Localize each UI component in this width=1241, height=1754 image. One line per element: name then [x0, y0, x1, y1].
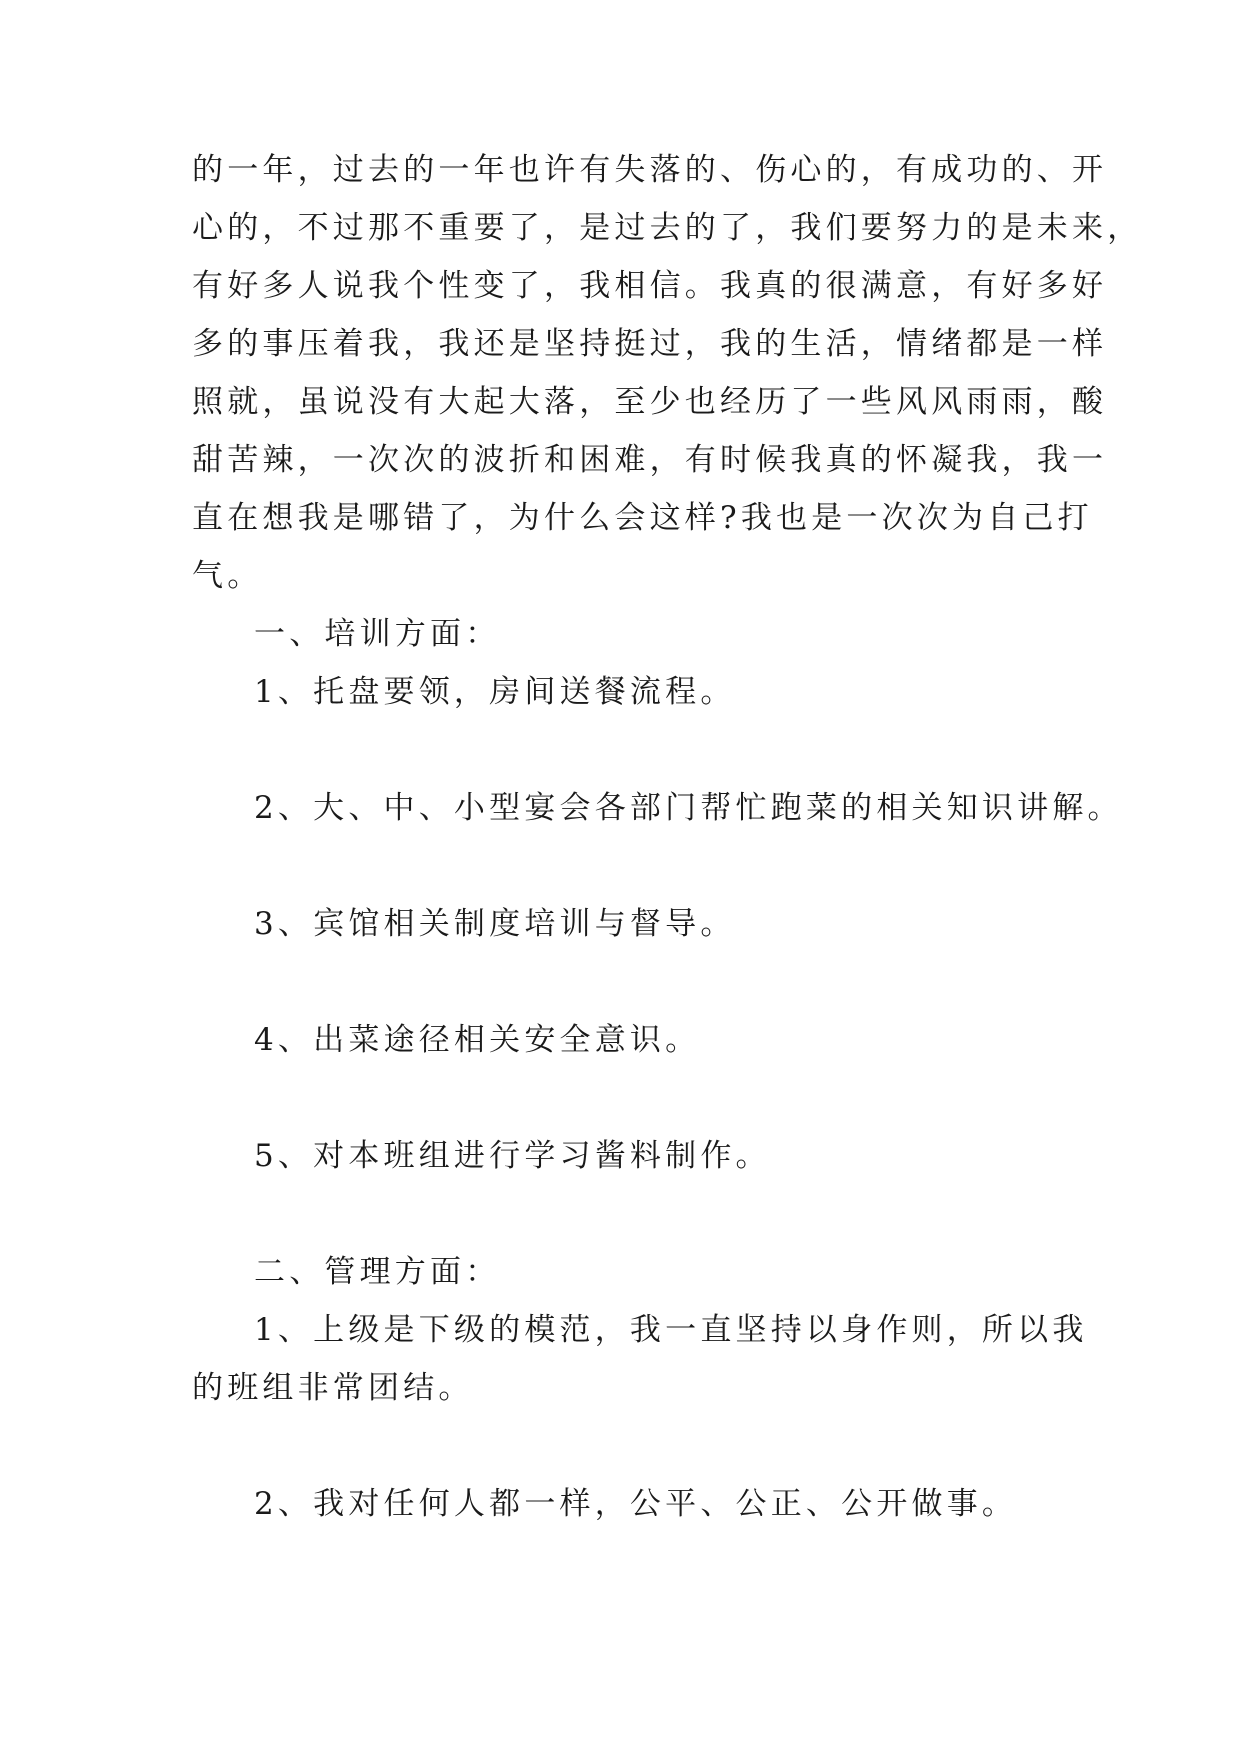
paragraph-line: 有好多人说我个性变了，我相信。我真的很满意，有好多好 [192, 268, 1108, 304]
section-heading-training: 一、培训方面： [254, 616, 501, 652]
training-item: 5、对本班组进行学习酱料制作。 [254, 1138, 771, 1174]
management-item-continuation: 的班组非常团结。 [192, 1370, 474, 1406]
management-item: 1、上级是下级的模范，我一直坚持以身作则，所以我 [254, 1312, 1088, 1348]
paragraph-line: 气。 [192, 558, 263, 594]
paragraph-line: 直在想我是哪错了，为什么会这样?我也是一次次为自己打 [192, 500, 1093, 536]
management-item: 2、我对任何人都一样，公平、公正、公开做事。 [254, 1486, 1018, 1522]
paragraph-line: 照就，虽说没有大起大落，至少也经历了一些风风雨雨，酸 [192, 384, 1108, 420]
paragraph-line: 心的，不过那不重要了，是过去的了，我们要努力的是未来， [192, 210, 1143, 246]
training-item: 2、大、中、小型宴会各部门帮忙跑菜的相关知识讲解。 [254, 790, 1123, 826]
paragraph-line: 的一年，过去的一年也许有失落的、伤心的，有成功的、开 [192, 152, 1108, 188]
training-item: 4、出菜途径相关安全意识。 [254, 1022, 701, 1058]
section-heading-management: 二、管理方面： [254, 1254, 501, 1290]
training-item: 3、宾馆相关制度培训与督导。 [254, 906, 736, 942]
training-item: 1、托盘要领，房间送餐流程。 [254, 674, 736, 710]
paragraph-line: 甜苦辣，一次次的波折和困难，有时候我真的怀凝我，我一 [192, 442, 1108, 478]
paragraph-line: 多的事压着我，我还是坚持挺过，我的生活，情绪都是一样 [192, 326, 1108, 362]
